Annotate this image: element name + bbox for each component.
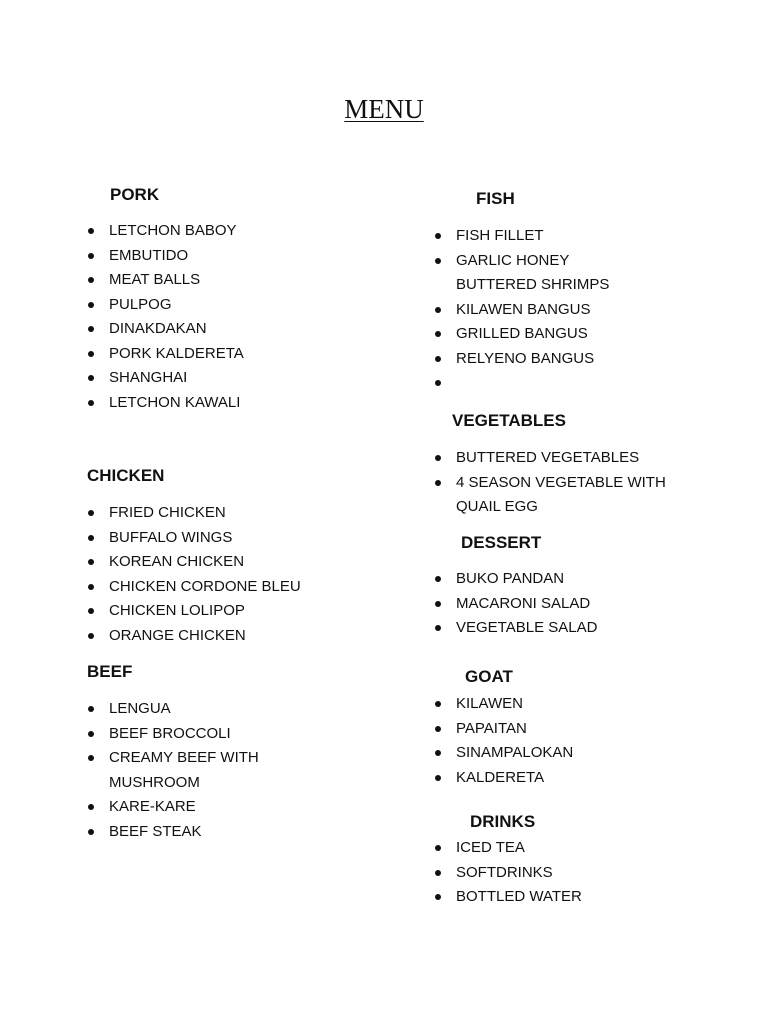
section-heading-vegetables: VEGETABLES bbox=[452, 411, 566, 430]
list-item: CREAMY BEEF WITH MUSHROOM bbox=[86, 746, 266, 795]
list-item: VEGETABLE SALAD bbox=[433, 616, 703, 641]
list-item-empty bbox=[433, 371, 648, 396]
item-list-vegetables bbox=[433, 446, 673, 520]
list-item: LETCHON BABOY bbox=[86, 219, 356, 244]
list-item: CHICKEN CORDONE BLEU bbox=[86, 575, 356, 600]
list-item: SOFTDRINKS bbox=[433, 861, 703, 886]
list-item: EMBUTIDO bbox=[86, 244, 356, 269]
list-item: FISH FILLET bbox=[433, 224, 648, 249]
list-item: ORANGE CHICKEN bbox=[86, 624, 356, 649]
list-item: KOREAN CHICKEN bbox=[86, 550, 356, 575]
list-item: LETCHON KAWALI bbox=[86, 391, 356, 416]
list-item: GRILLED BANGUS bbox=[433, 322, 648, 347]
list-item: FRIED CHICKEN bbox=[86, 501, 356, 526]
list-item: BEEF BROCCOLI bbox=[86, 722, 266, 747]
item-list-chicken bbox=[86, 501, 356, 648]
section-heading-beef: BEEF bbox=[87, 662, 133, 681]
list-item: DINAKDAKAN bbox=[86, 317, 356, 342]
item-list-fish bbox=[433, 224, 648, 396]
list-item: PULPOG bbox=[86, 293, 356, 318]
list-item: BUKO PANDAN bbox=[433, 567, 703, 592]
item-list-goat bbox=[433, 692, 703, 790]
list-item: KILAWEN bbox=[433, 692, 703, 717]
list-item: BEEF STEAK bbox=[86, 820, 266, 845]
menu-title: MENU bbox=[344, 94, 424, 124]
list-item: KILAWEN BANGUS bbox=[433, 298, 648, 323]
list-item: KARE-KARE bbox=[86, 795, 266, 820]
item-list-drinks bbox=[433, 836, 703, 910]
section-heading-fish: FISH bbox=[476, 189, 515, 208]
list-item: BOTTLED WATER bbox=[433, 885, 703, 910]
section-heading-drinks: DRINKS bbox=[470, 812, 536, 831]
list-item: MACARONI SALAD bbox=[433, 592, 703, 617]
list-item: CHICKEN LOLIPOP bbox=[86, 599, 356, 624]
list-item: SHANGHAI bbox=[86, 366, 356, 391]
list-item: RELYENO BANGUS bbox=[433, 347, 648, 372]
list-item: PORK KALDERETA bbox=[86, 342, 356, 367]
list-item: BUTTERED VEGETABLES bbox=[433, 446, 673, 471]
list-item: MEAT BALLS bbox=[86, 268, 356, 293]
list-item: GARLIC HONEY BUTTERED SHRIMPS bbox=[433, 249, 648, 298]
section-heading-pork: PORK bbox=[110, 185, 160, 204]
list-item: BUFFALO WINGS bbox=[86, 526, 356, 551]
list-item: PAPAITAN bbox=[433, 717, 703, 742]
list-item: ICED TEA bbox=[433, 836, 703, 861]
section-heading-goat: GOAT bbox=[465, 667, 513, 686]
item-list-beef bbox=[86, 697, 266, 844]
list-item: KALDERETA bbox=[433, 766, 703, 791]
list-item: LENGUA bbox=[86, 697, 266, 722]
section-heading-dessert: DESSERT bbox=[461, 533, 542, 552]
item-list-dessert bbox=[433, 567, 703, 641]
list-item: 4 SEASON VEGETABLE WITH QUAIL EGG bbox=[433, 471, 673, 520]
list-item: SINAMPALOKAN bbox=[433, 741, 703, 766]
item-list-pork bbox=[86, 219, 356, 415]
section-heading-chicken: CHICKEN bbox=[87, 466, 165, 485]
